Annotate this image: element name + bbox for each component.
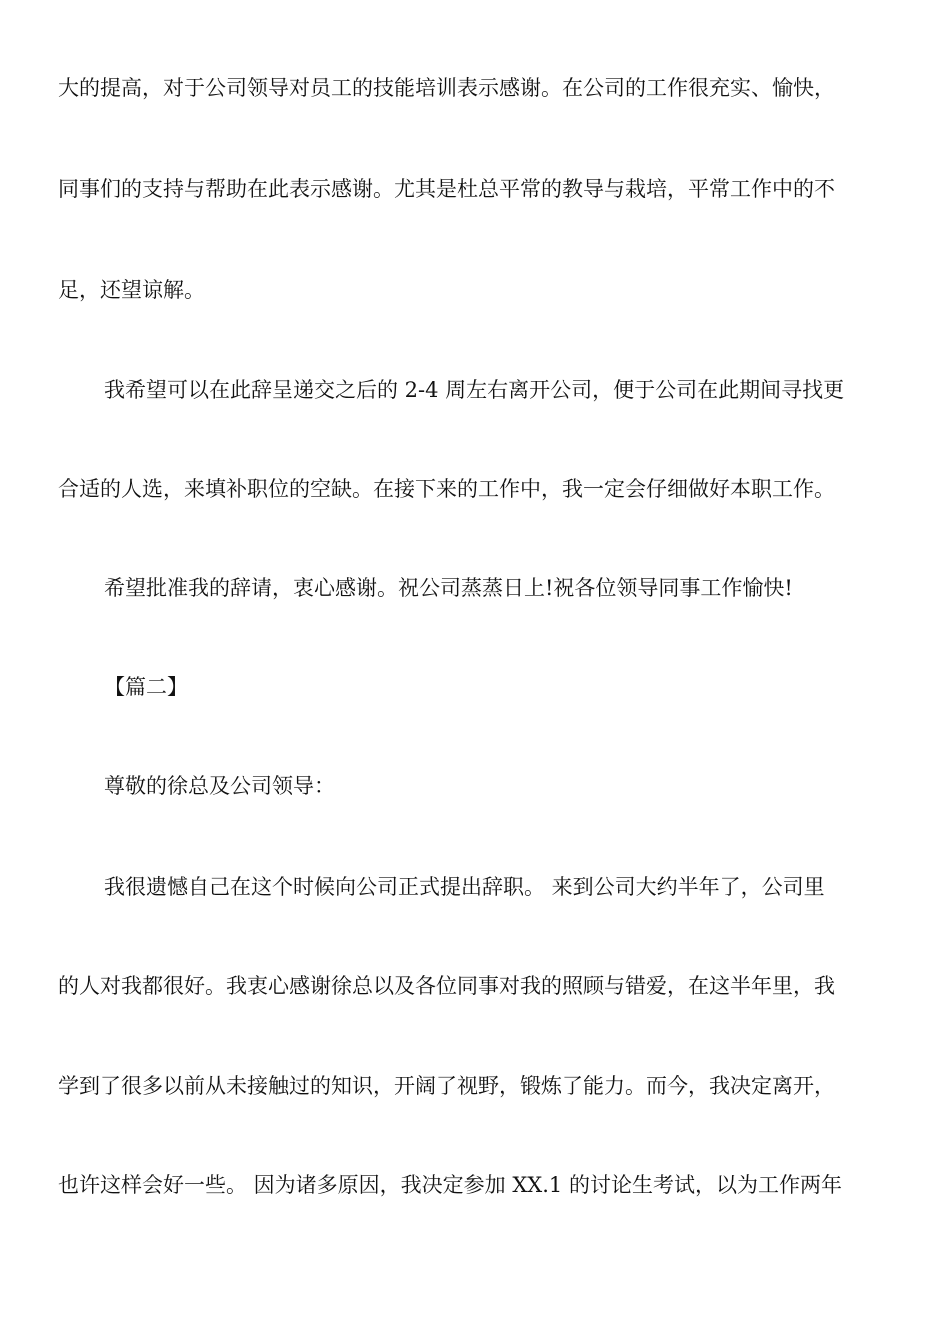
salutation: 尊敬的徐总及公司领导： <box>104 774 335 798</box>
paragraph-line: 希望批准我的辞请，衷心感谢。祝公司蒸蒸日上!祝各位领导同事工作愉快! <box>104 576 793 600</box>
paragraph-line: 也许这样会好一些。 因为诸多原因，我决定参加 XX.1 的讨论生考试，以为工作两年 <box>58 1173 842 1197</box>
paragraph-line: 足，还望谅解。 <box>58 278 205 302</box>
paragraph-line: 我希望可以在此辞呈递交之后的 2-4 周左右离开公司，便于公司在此期间寻找更 <box>104 378 845 402</box>
section-heading: 【篇二】 <box>104 675 188 699</box>
paragraph-line: 我很遗憾自己在这个时候向公司正式提出辞职。 来到公司大约半年了，公司里 <box>104 875 825 899</box>
paragraph-line: 合适的人选，来填补职位的空缺。在接下来的工作中，我一定会仔细做好本职工作。 <box>58 477 835 501</box>
paragraph-line: 的人对我都很好。我衷心感谢徐总以及各位同事对我的照顾与错爱，在这半年里，我 <box>58 974 835 998</box>
paragraph-line: 学到了很多以前从未接触过的知识，开阔了视野，锻炼了能力。而今，我决定离开， <box>58 1074 835 1098</box>
paragraph-line: 同事们的支持与帮助在此表示感谢。尤其是杜总平常的教导与栽培，平常工作中的不 <box>58 177 835 201</box>
paragraph-line: 大的提高，对于公司领导对员工的技能培训表示感谢。在公司的工作很充实、愉快， <box>58 76 835 100</box>
